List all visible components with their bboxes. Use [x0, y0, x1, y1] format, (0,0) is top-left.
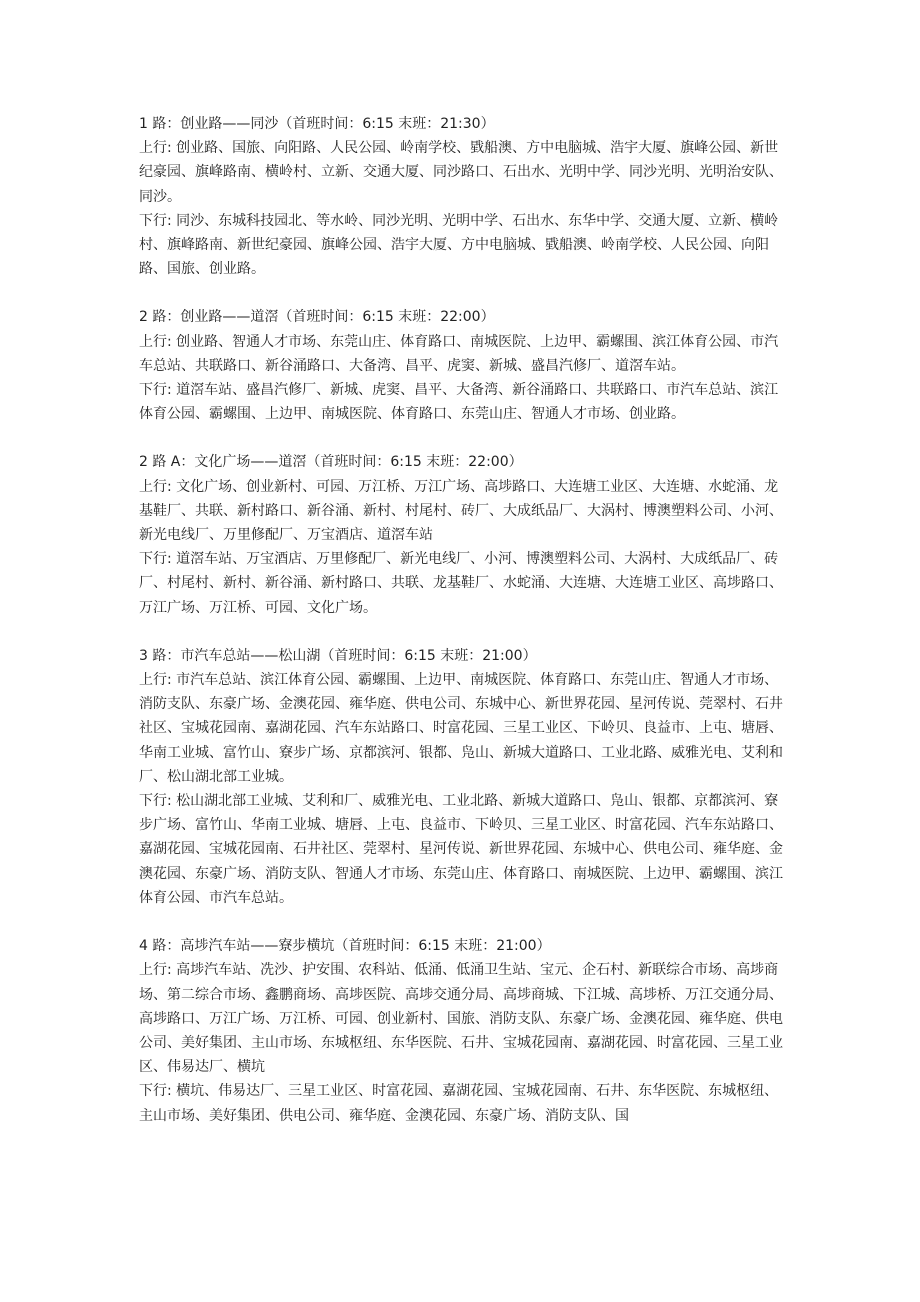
route-block-2a	[139, 450, 791, 619]
route-downbound-stops: 下行: 同沙、东城科技园北、等水岭、同沙光明、光明中学、石出水、东华中学、交通大厦、立新、横岭村、旗峰路南、新世纪豪园、旗峰公园、浩宇大厦、方中电脑城、戥船澳、岭南学校、人民公园、向阳路、国旅、创业路。	[139, 212, 779, 278]
bus-route-document	[139, 112, 791, 1152]
route-header: 4 路：高埗汽车站——寮步横坑（首班时间：6:15 末班：21:00）	[139, 938, 551, 955]
route-header: 1 路：创业路——同沙（首班时间：6:15 末班：21:30）	[139, 116, 495, 132]
route-downbound-stops: 下行: 横坑、伟易达厂、三星工业区、时富花园、嘉湖花园、宝城花园南、石井、东华医院、东城枢纽、主山市场、美好集团、供电公司、雍华庭、金澳花园、东豪广场、消防支队、国	[139, 1083, 779, 1124]
route-block-4	[139, 934, 791, 1128]
route-block-3	[139, 644, 791, 910]
route-block-1	[139, 112, 791, 281]
route-upbound-stops: 上行: 创业路、智通人才市场、东莞山庄、体育路口、南城医院、上边甲、霸螺围、滨江体育公园、市汽车总站、共联路口、新谷涌路口、大备湾、昌平、虎窦、新城、盛昌汽修厂、道滘车站。	[139, 333, 779, 374]
route-upbound-stops: 上行: 创业路、国旅、向阳路、人民公园、岭南学校、戥船澳、方中电脑城、浩宇大厦、旗峰公园、新世纪豪园、旗峰路南、横岭村、立新、交通大厦、同沙路口、石出水、光明中学、同沙光明、光明治安队、同沙。	[139, 140, 783, 205]
route-block-2	[139, 305, 791, 426]
route-header: 2 路 A：文化广场——道滘（首班时间：6:15 末班：22:00）	[139, 454, 523, 471]
route-upbound-stops: 上行: 高埗汽车站、冼沙、护安围、农科站、低涌、低涌卫生站、宝元、企石村、新联综合市场、高埗商场、第二综合市场、鑫鹏商场、高埗医院、高埗交通分局、高埗商城、下江城、高埗桥、万江交通分局、高埗路口、万江广场、万江桥、可园、创业新村、国旅、消防支队、东豪广场、金澳花园、雍华庭、供电公司、美好集团、主山市场、东城枢纽、东华医院、石井、宝城花园南、嘉湖花园、时富花园、三星工业区、伟易达厂、横坑	[139, 962, 783, 1076]
route-upbound-stops: 上行: 市汽车总站、滨江体育公园、霸螺围、上边甲、南城医院、体育路口、东莞山庄、智通人才市场、消防支队、东豪广场、金澳花园、雍华庭、供电公司、东城中心、新世界花园、星河传说、莞翠村、石井社区、宝城花园南、嘉湖花园、汽车东站路口、时富花园、三星工业区、下岭贝、良益市、上屯、塘唇、华南工业城、富竹山、寮步广场、京都滨河、银都、凫山、新城大道路口、工业北路、威雅光电、艾利和厂、松山湖北部工业城。	[139, 672, 783, 785]
route-downbound-stops: 下行: 松山湖北部工业城、艾利和厂、威雅光电、工业北路、新城大道路口、凫山、银都、京都滨河、寮步广场、富竹山、华南工业城、塘唇、上屯、良益市、下岭贝、三星工业区、时富花园、汽车东站路口、嘉湖花园、宝城花园南、石井社区、莞翠村、星河传说、新世界花园、东城中心、供电公司、雍华庭、金澳花园、东豪广场、消防支队、智通人才市场、东莞山庄、体育路口、南城医院、上边甲、霸螺围、滨江体育公园、市汽车总站。	[139, 793, 783, 906]
route-downbound-stops: 下行: 道滘车站、盛昌汽修厂、新城、虎窦、昌平、大备湾、新谷涌路口、共联路口、市汽车总站、滨江体育公园、霸螺围、上边甲、南城医院、体育路口、东莞山庄、智通人才市场、创业路。	[139, 382, 779, 423]
route-header: 2 路：创业路——道滘（首班时间：6:15 末班：22:00）	[139, 309, 495, 326]
route-header: 3 路：市汽车总站——松山湖（首班时间：6:15 末班：21:00）	[139, 647, 537, 664]
route-upbound-stops: 上行: 文化广场、创业新村、可园、万江桥、万江广场、高埗路口、大连塘工业区、大连塘、水蛇涌、龙基鞋厂、共联、新村路口、新谷涌、新村、村尾村、砖厂、大成纸品厂、大涡村、博澳塑料公司、小河、新光电线厂、万里修配厂、万宝酒店、道滘车站	[139, 478, 783, 544]
route-downbound-stops: 下行: 道滘车站、万宝酒店、万里修配厂、新光电线厂、小河、博澳塑料公司、大涡村、大成纸品厂、砖厂、村尾村、新村、新谷涌、新村路口、共联、龙基鞋厂、水蛇涌、大连塘、大连塘工业区、高埗路口、万江广场、万江桥、可园、文化广场。	[139, 551, 783, 616]
